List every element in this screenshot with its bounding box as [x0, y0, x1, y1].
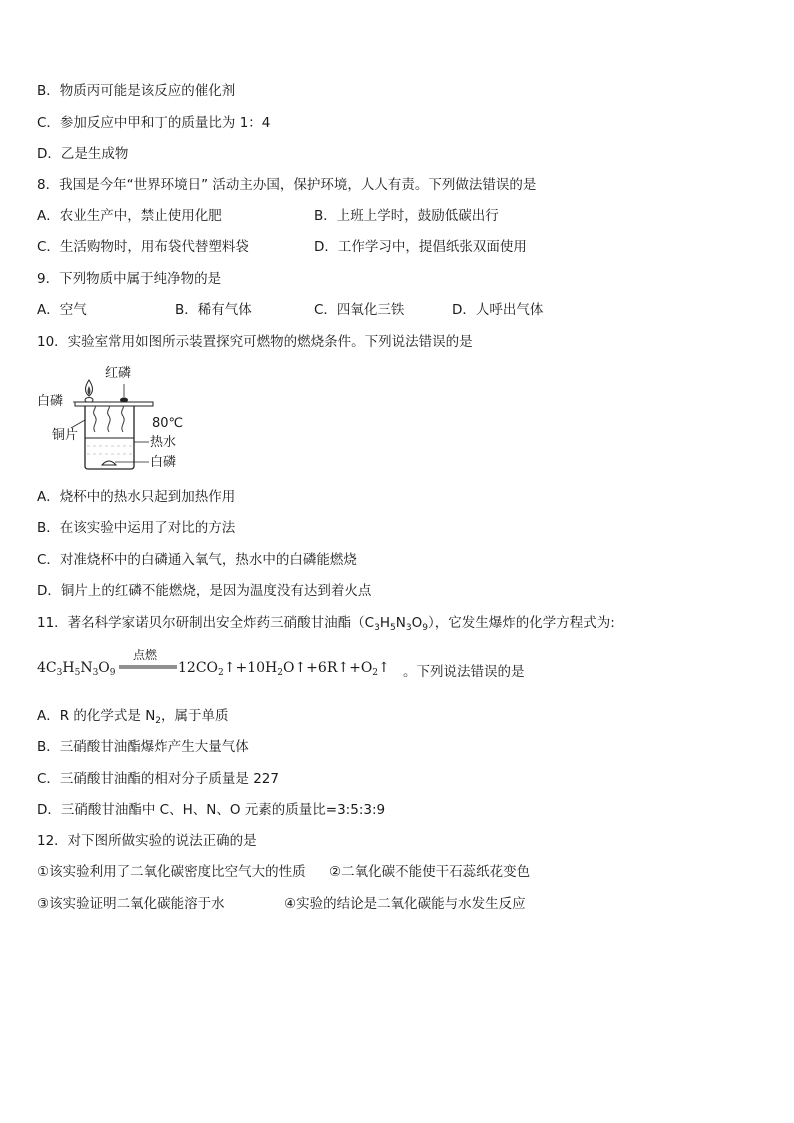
label-white-phosphorus-top: 白磷	[37, 394, 64, 409]
q12-stem: 12．对下图所做实验的说法正确的是	[37, 833, 257, 849]
q11-option-d: D．三硝酸甘油酯中 C、H、N、O 元素的质量比=3:5:3:9	[37, 802, 386, 818]
q8-option-b: B．上班上学时，鼓励低碳出行	[314, 208, 499, 224]
q11-option-c: C．三硝酸甘油酯的相对分子质量是 227	[37, 771, 279, 787]
equation-products: $12CO_2↑+10H_2O↑+6R↑+O_2↑$	[178, 660, 390, 678]
q9-option-c: C．四氧化三铁	[314, 302, 405, 318]
q9-option-b: B．稀有气体	[175, 302, 252, 318]
q12-item-2: ②二氧化碳不能使干石蕊纸花变色	[329, 864, 531, 880]
q9-stem: 9．下列物质中属于纯净物的是	[37, 271, 222, 287]
q12-item-1: ①该实验利用了二氧化碳密度比空气大的性质	[37, 864, 306, 880]
q11-stem: 11．著名科学家诺贝尔研制出安全炸药三硝酸甘油酯$(C_3H_5N_3O_9)$，它发生爆炸的化学方程式为:	[37, 615, 615, 633]
q7-option-c: C．参加反应中甲和丁的质量比为 1：4	[37, 115, 271, 131]
q10-option-c: C．对准烧杯中的白磷通入氧气，热水中的白磷能燃烧	[37, 552, 357, 568]
q9-option-a: A．空气	[37, 302, 87, 318]
label-copper-plate: 铜片	[52, 428, 79, 443]
equation-reaction-line	[119, 665, 177, 669]
q10-option-a: A．烧杯中的热水只起到加热作用	[37, 489, 236, 505]
q10-stem: 10．实验室常用如图所示装置探究可燃物的燃烧条件。下列说法错误的是	[37, 334, 473, 350]
combustion-apparatus-diagram	[37, 366, 187, 474]
equation-condition: 点燃	[133, 648, 158, 662]
label-temperature: 80℃	[152, 416, 184, 431]
label-red-phosphorus: 红磷	[105, 366, 132, 381]
q8-option-d: D．工作学习中，提倡纸张双面使用	[314, 239, 527, 255]
q8-stem: 8．我国是今年“世界环境日” 活动主办国，保护环境，人人有责。下列做法错误的是	[37, 177, 537, 193]
q8-option-a: A．农业生产中，禁止使用化肥	[37, 208, 222, 224]
q12-item-4: ④实验的结论是二氧化碳能与水发生反应	[284, 896, 526, 912]
q9-option-d: D．人呼出气体	[452, 302, 544, 318]
q10-option-b: B．在该实验中运用了对比的方法	[37, 520, 236, 536]
q8-option-c: C．生活购物时，用布袋代替塑料袋	[37, 239, 249, 255]
q7-option-d: D．乙是生成物	[37, 146, 129, 162]
q12-item-3: ③该实验证明二氧化碳能溶于水	[37, 896, 225, 912]
q11-option-b: B．三硝酸甘油酯爆炸产生大量气体	[37, 739, 249, 755]
label-hot-water: 热水	[150, 435, 177, 450]
equation-reactant: $4C_3H_5N_3O_9$	[37, 660, 116, 678]
label-white-phosphorus-bottom: 白磷	[150, 455, 177, 470]
q10-option-d: D．铜片上的红磷不能燃烧，是因为温度没有达到着火点	[37, 583, 372, 599]
q11-option-a: A．R 的化学式是 $N_2$，属于单质	[37, 708, 229, 726]
equation-tail: 。下列说法错误的是	[403, 664, 525, 680]
q7-option-b: B．物质丙可能是该反应的催化剂	[37, 83, 236, 99]
